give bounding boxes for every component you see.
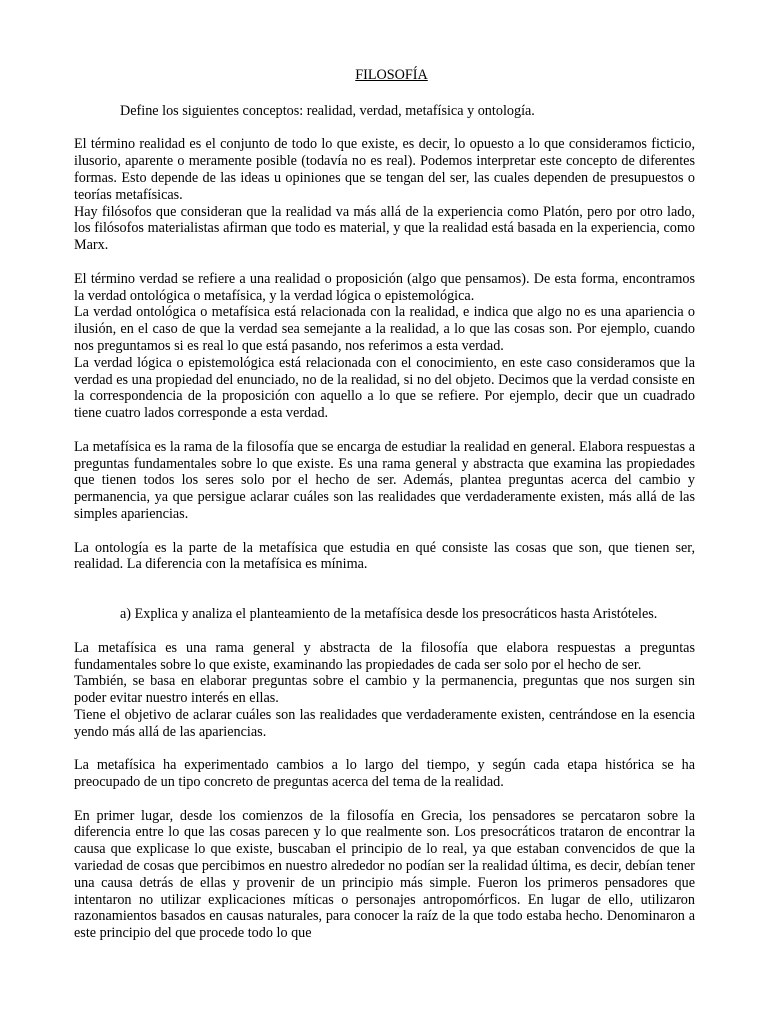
- assignment-prompt: Define los siguientes conceptos: realidad, verdad, metafísica y ontología.: [120, 102, 535, 119]
- paragraph-realidad-2: Hay filósofos que consideran que la realidad va más allá de la experiencia como Platón, pero por otro lado, los filósofos materialistas afirman que todo es material, y que la realidad está basada en la experiencia, como Marx.: [74, 203, 695, 254]
- spacer: [74, 254, 695, 271]
- document-title: FILOSOFÍA: [355, 67, 428, 83]
- paragraph-verdad-2: La verdad ontológica o metafísica está relacionada con la realidad, e indica que algo no es una apariencia o ilusión, en el caso de que la verdad sea semejante a la realidad, a lo que las cosas son. Por ejemplo, cuando nos preguntamos si es real lo que está pasando, nos referimos a esta verdad.: [74, 304, 695, 354]
- paragraph-answer-2: También, se basa en elaborar preguntas sobre el cambio y la permanencia, preguntas que nos surgen sin poder evitar nuestro interés en ellas.: [74, 673, 695, 707]
- spacer: [74, 422, 695, 439]
- document-page: [74, 67, 695, 942]
- paragraph-verdad-3: La verdad lógica o epistemológica está relacionada con el conocimiento, en este caso consideramos que la verdad es una propiedad del enunciado, no de la realidad, si no del objeto. Decimos que la verdad consiste en la correspondencia de la proposición con aquello a lo que se refiere. Por ejemplo, decir que un cuadrado tiene cuatro lados corresponde a esta verdad.: [74, 354, 695, 422]
- paragraph-realidad-1: El término realidad es el conjunto de todo lo que existe, es decir, lo opuesto a lo que consideramos ficticio, ilusorio, aparente o meramente posible (todavía no es real). Podemos interpretar este concepto de diferentes formas. Esto depende de las ideas u opiniones que se tengan del ser, las cuales dependen de presupuestos o teorías metafísicas.: [74, 136, 695, 203]
- paragraph-metafisica: La metafísica es la rama de la filosofía que se encarga de estudiar la realidad en general. Elabora respuestas a preguntas fundamentales sobre lo que existe. Es una rama general y abstracta que examina las propiedades que tienen todos los seres solo por el hecho de ser. Además, plantea preguntas acerca del cambio y permanencia, ya que persigue aclarar cuáles son las realidades que verdaderamente existen, más allá de las simples apariencias.: [74, 438, 695, 522]
- question-a: a) Explica y analiza el planteamiento de la metafísica desde los presocráticos hasta Aristóteles.: [120, 606, 658, 623]
- spacer: [74, 523, 695, 540]
- paragraph-answer-5: En primer lugar, desde los comienzos de la filosofía en Grecia, los pensadores se percataron sobre la diferencia entre lo que las cosas parecen y lo que realmente son. Los presocráticos trataron de encontrar la causa que explicase lo que existe, buscaban el principio de lo real, ya que estaban convencidos de que la variedad de cosas que percibimos en nuestro alrededor no podían ser la realidad última, es decir, debían tener una causa detrás de ellas y provenir de un principio más simple. Fueron los primeros pensadores que intentaron no utilizar explicaciones míticas o personajes antropomórficos. En lugar de ello, utilizaron razonamientos basados en causas naturales, para conocer la raíz de la que todo estaba hecho. Denominaron a este principio del que procede todo lo que: [74, 807, 695, 942]
- paragraph-ontologia: La ontología es la parte de la metafísica que estudia en qué consiste las cosas que son, que tienen ser, realidad. La diferencia con la metafísica es mínima.: [74, 539, 695, 573]
- spacer: [74, 120, 695, 137]
- spacer: [74, 791, 695, 808]
- paragraph-answer-1: La metafísica es una rama general y abstracta de la filosofía que elabora respuestas a preguntas fundamentales sobre lo que existe, examinando las propiedades de cada ser solo por el hecho de ser.: [74, 639, 695, 673]
- paragraph-answer-3: Tiene el objetivo de aclarar cuáles son las realidades que verdaderamente existen, centrándose en la esencia yendo más allá de las apariencias.: [74, 706, 695, 740]
- spacer: [74, 740, 695, 757]
- spacer: [74, 623, 695, 640]
- paragraph-verdad-1: El término verdad se refiere a una realidad o proposición (algo que pensamos). De esta forma, encontramos la verdad ontológica o metafísica, y la verdad lógica o epistemológica.: [74, 270, 695, 304]
- spacer: [74, 573, 695, 606]
- paragraph-answer-4: La metafísica ha experimentado cambios a lo largo del tiempo, y según cada etapa histórica se ha preocupado de un tipo concreto de preguntas acerca del tema de la realidad.: [74, 757, 695, 791]
